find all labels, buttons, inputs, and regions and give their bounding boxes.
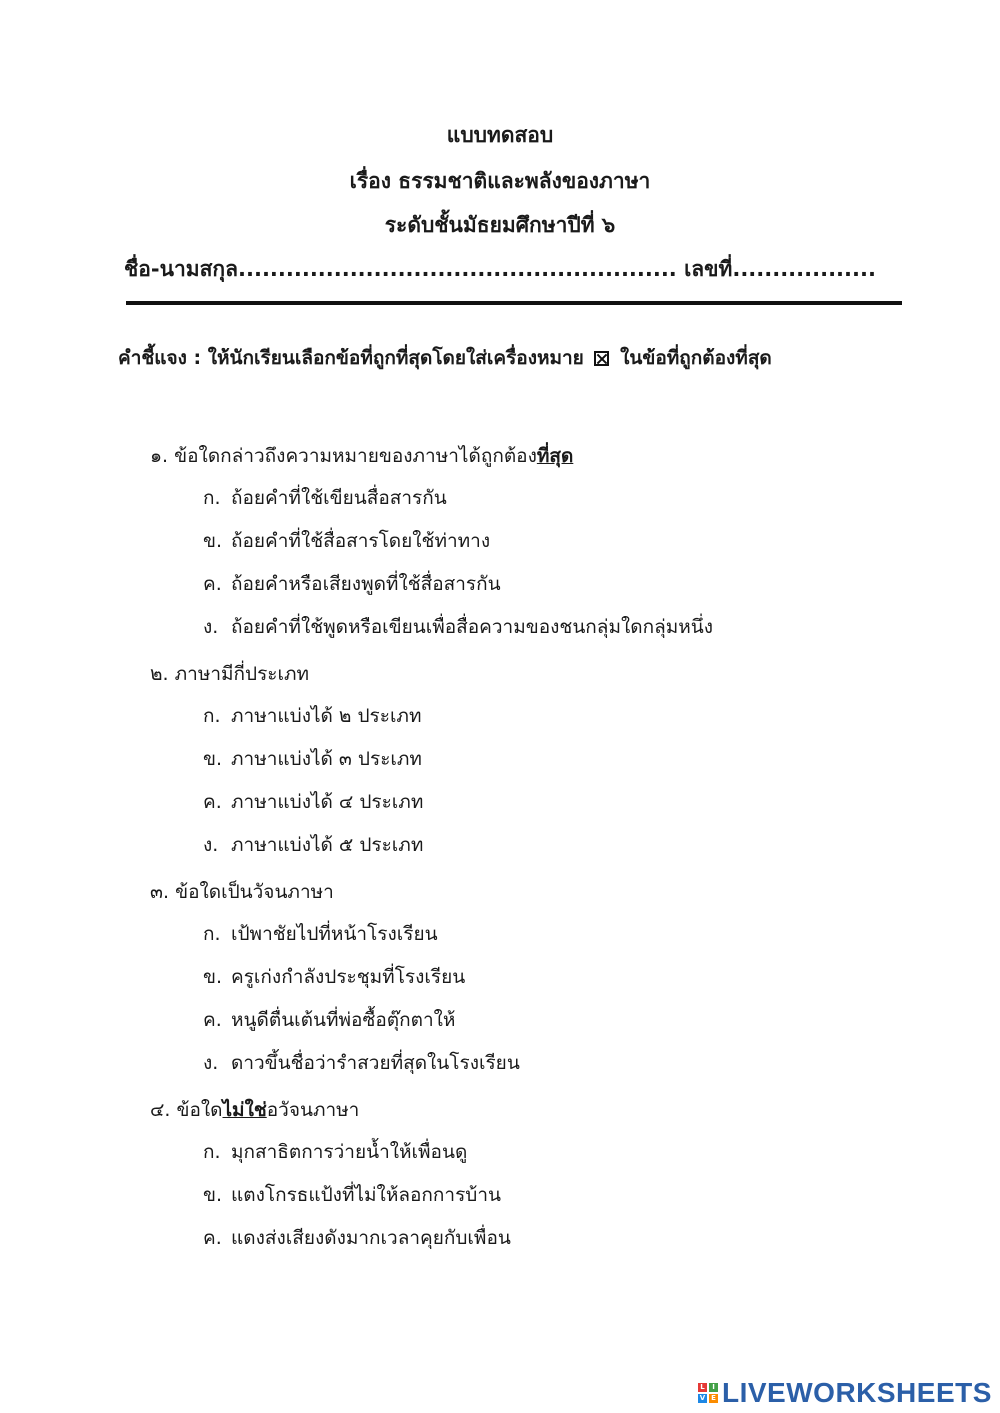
question-stem (150, 1095, 930, 1125)
worksheet-title: แบบทดสอบ (446, 123, 554, 147)
option-list (150, 919, 930, 1091)
option-text: ถ้อยคำที่ใช้พูดหรือเขียนเพื่อสื่อความของชนกลุ่มใดกลุ่มหนึ่ง (231, 616, 714, 638)
option-text: มุกสาธิตการว่ายน้ำให้เพื่อนดู (231, 1141, 468, 1163)
option-text: ภาษาแบ่งได้ ๔ ประเภท (231, 791, 424, 813)
option-letter: ข. (203, 748, 223, 770)
option-text: แดงส่งเสียงดังมากเวลาคุยกับเพื่อน (231, 1227, 511, 1249)
question-stem (150, 877, 930, 907)
option-letter: ข. (203, 966, 223, 988)
option-letter: ก. (203, 923, 221, 945)
question-text: ข้อใด (176, 1099, 223, 1121)
grade-level: ระดับชั้นมัธยมศึกษาปีที่ ๖ (384, 213, 616, 237)
option-letter: ง. (203, 834, 219, 856)
question-text: ภาษามีกี่ประเภท (174, 663, 310, 685)
option-letter: ค. (203, 573, 222, 595)
option-item[interactable] (203, 962, 983, 1005)
liveworksheets-watermark (698, 1377, 992, 1409)
question-3 (150, 877, 930, 1091)
logo-square: I (709, 1383, 718, 1392)
option-letter: ก. (203, 705, 221, 727)
header-divider (126, 301, 902, 305)
question-stem (150, 441, 930, 471)
option-item[interactable] (203, 1223, 983, 1266)
question-number: ๑. (150, 445, 169, 467)
question-number: ๓. (150, 881, 170, 903)
question-number: ๔. (150, 1099, 171, 1121)
option-item[interactable] (203, 701, 983, 744)
question-text: ข้อใดกล่าวถึงความหมายของภาษาได้ถูกต้อง (174, 445, 537, 467)
watermark-text: LIVEWORKSHEETS (722, 1377, 992, 1408)
instructions-text-after: ในข้อที่ถูกต้องที่สุด (620, 347, 772, 369)
option-item[interactable] (203, 1005, 983, 1048)
option-text: ถ้อยคำที่ใช้สื่อสารโดยใช้ท่าทาง (231, 530, 491, 552)
question-stem (150, 659, 930, 689)
option-text: ครูเก่งกำลังประชุมที่โรงเรียน (231, 966, 466, 988)
question-1 (150, 441, 930, 655)
option-text: เป้พาชัยไปที่หน้าโรงเรียน (231, 923, 438, 945)
option-item[interactable] (203, 569, 983, 612)
option-text: หนูดีตื่นเต้นที่พ่อซื้อตุ๊กตาให้ (231, 1009, 456, 1031)
option-text: ถ้อยคำหรือเสียงพูดที่ใช้สื่อสารกัน (231, 573, 501, 595)
option-letter: ก. (203, 487, 221, 509)
option-item[interactable] (203, 830, 983, 873)
option-item[interactable] (203, 1137, 983, 1180)
logo-square: E (709, 1394, 718, 1403)
question-text: ข้อใดเป็นวัจนภาษา (175, 881, 334, 903)
question-emphasis: ไม่ใช่ (222, 1099, 267, 1121)
option-letter: ข. (203, 1184, 223, 1206)
option-text: ถ้อยคำที่ใช้เขียนสื่อสารกัน (231, 487, 447, 509)
option-item[interactable] (203, 1180, 983, 1223)
instructions-text-before: คำชี้แจง : ให้นักเรียนเลือกข้อที่ถูกที่สุดโดยใส่เครื่องหมาย (118, 347, 584, 369)
name-number-field: ชื่อ-นามสกุล....................................................... เลขที่.................. (124, 257, 876, 281)
option-item[interactable] (203, 483, 983, 526)
option-item[interactable] (203, 526, 983, 569)
option-list (150, 701, 930, 873)
question-number: ๒. (150, 663, 169, 685)
checkbox-x-icon (594, 351, 609, 366)
question-4 (150, 1095, 930, 1266)
question-text-after: อวัจนภาษา (266, 1099, 360, 1121)
option-item[interactable] (203, 612, 983, 655)
option-text: ภาษาแบ่งได้ ๕ ประเภท (231, 834, 424, 856)
question-2 (150, 659, 930, 873)
liveworksheets-logo-icon (698, 1383, 718, 1403)
logo-square: L (698, 1383, 707, 1392)
option-item[interactable] (203, 1048, 983, 1091)
option-letter: ข. (203, 530, 223, 552)
logo-square: V (699, 1394, 706, 1402)
worksheet-subject: เรื่อง ธรรมชาติและพลังของภาษา (349, 169, 651, 193)
option-text: แตงโกรธแป้งที่ไม่ให้ลอกการบ้าน (231, 1184, 502, 1206)
option-list (150, 483, 930, 655)
option-text: ดาวขึ้นชื่อว่ารำสวยที่สุดในโรงเรียน (231, 1052, 520, 1074)
option-letter: ค. (203, 791, 222, 813)
option-letter: ง. (203, 1052, 219, 1074)
option-letter: ง. (203, 616, 219, 638)
question-emphasis: ที่สุด (536, 445, 574, 467)
option-letter: ก. (203, 1141, 221, 1163)
instructions (118, 336, 858, 380)
option-item[interactable] (203, 919, 983, 962)
option-list (150, 1137, 930, 1266)
option-item[interactable] (203, 787, 983, 830)
option-letter: ค. (203, 1227, 222, 1249)
option-text: ภาษาแบ่งได้ ๓ ประเภท (231, 748, 422, 770)
option-item[interactable] (203, 744, 983, 787)
option-letter: ค. (203, 1009, 222, 1031)
option-text: ภาษาแบ่งได้ ๒ ประเภท (231, 705, 422, 727)
